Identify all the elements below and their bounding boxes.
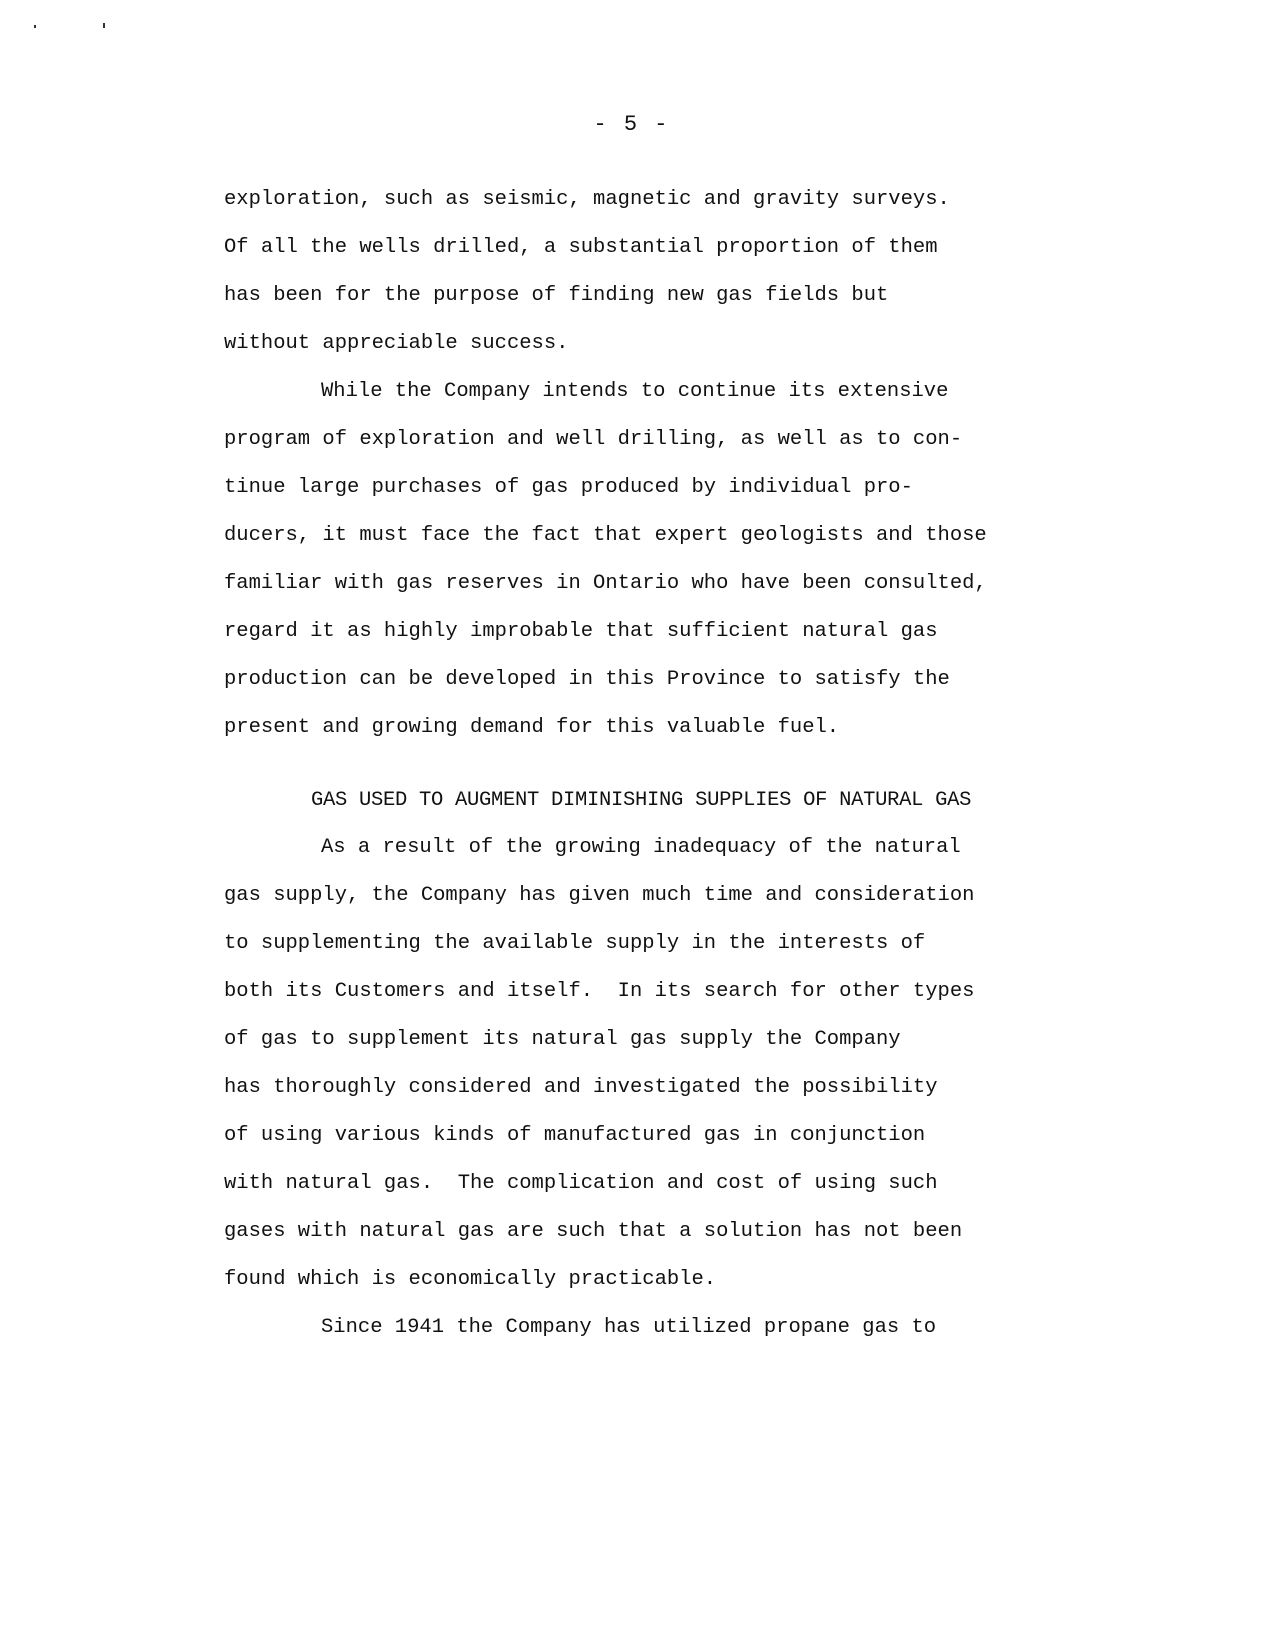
text-line: Of all the wells drilled, a substantial proportion of them [224, 236, 938, 259]
text-line: production can be developed in this Province to satisfy the [224, 668, 950, 691]
section-heading: GAS USED TO AUGMENT DIMINISHING SUPPLIES OF NATURAL GAS [311, 789, 972, 812]
text-line: with natural gas. The complication and cost of using such [224, 1172, 938, 1195]
text-line: gases with natural gas are such that a solution has not been [224, 1220, 963, 1243]
text-line: gas supply, the Company has given much time and consideration [224, 884, 975, 907]
scan-speck [34, 25, 36, 28]
text-line: program of exploration and well drilling, as well as to con- [224, 428, 963, 451]
text-line: has thoroughly considered and investigated the possibility [224, 1076, 938, 1099]
text-line: of using various kinds of manufactured gas in conjunction [224, 1124, 926, 1147]
scan-speck [103, 23, 105, 28]
text-line: ducers, it must face the fact that expert geologists and those [224, 524, 987, 547]
text-line: both its Customers and itself. In its search for other types [224, 980, 975, 1003]
text-line: Since 1941 the Company has utilized propane gas to [321, 1316, 937, 1339]
text-line: tinue large purchases of gas produced by individual pro- [224, 476, 913, 499]
text-line: without appreciable success. [224, 332, 569, 355]
text-line: As a result of the growing inadequacy of the natural [321, 836, 961, 859]
text-line: to supplementing the available supply in the interests of [224, 932, 926, 955]
text-line: While the Company intends to continue its extensive [321, 380, 949, 403]
text-line: found which is economically practicable. [224, 1268, 717, 1291]
text-line: familiar with gas reserves in Ontario who have been consulted, [224, 572, 987, 595]
text-line: has been for the purpose of finding new gas fields but [224, 284, 889, 307]
text-line: exploration, such as seismic, magnetic and gravity surveys. [224, 188, 950, 211]
page-number: - 5 - [593, 112, 670, 137]
text-line: of gas to supplement its natural gas supply the Company [224, 1028, 901, 1051]
text-line: present and growing demand for this valuable fuel. [224, 716, 840, 739]
text-line: regard it as highly improbable that sufficient natural gas [224, 620, 938, 643]
